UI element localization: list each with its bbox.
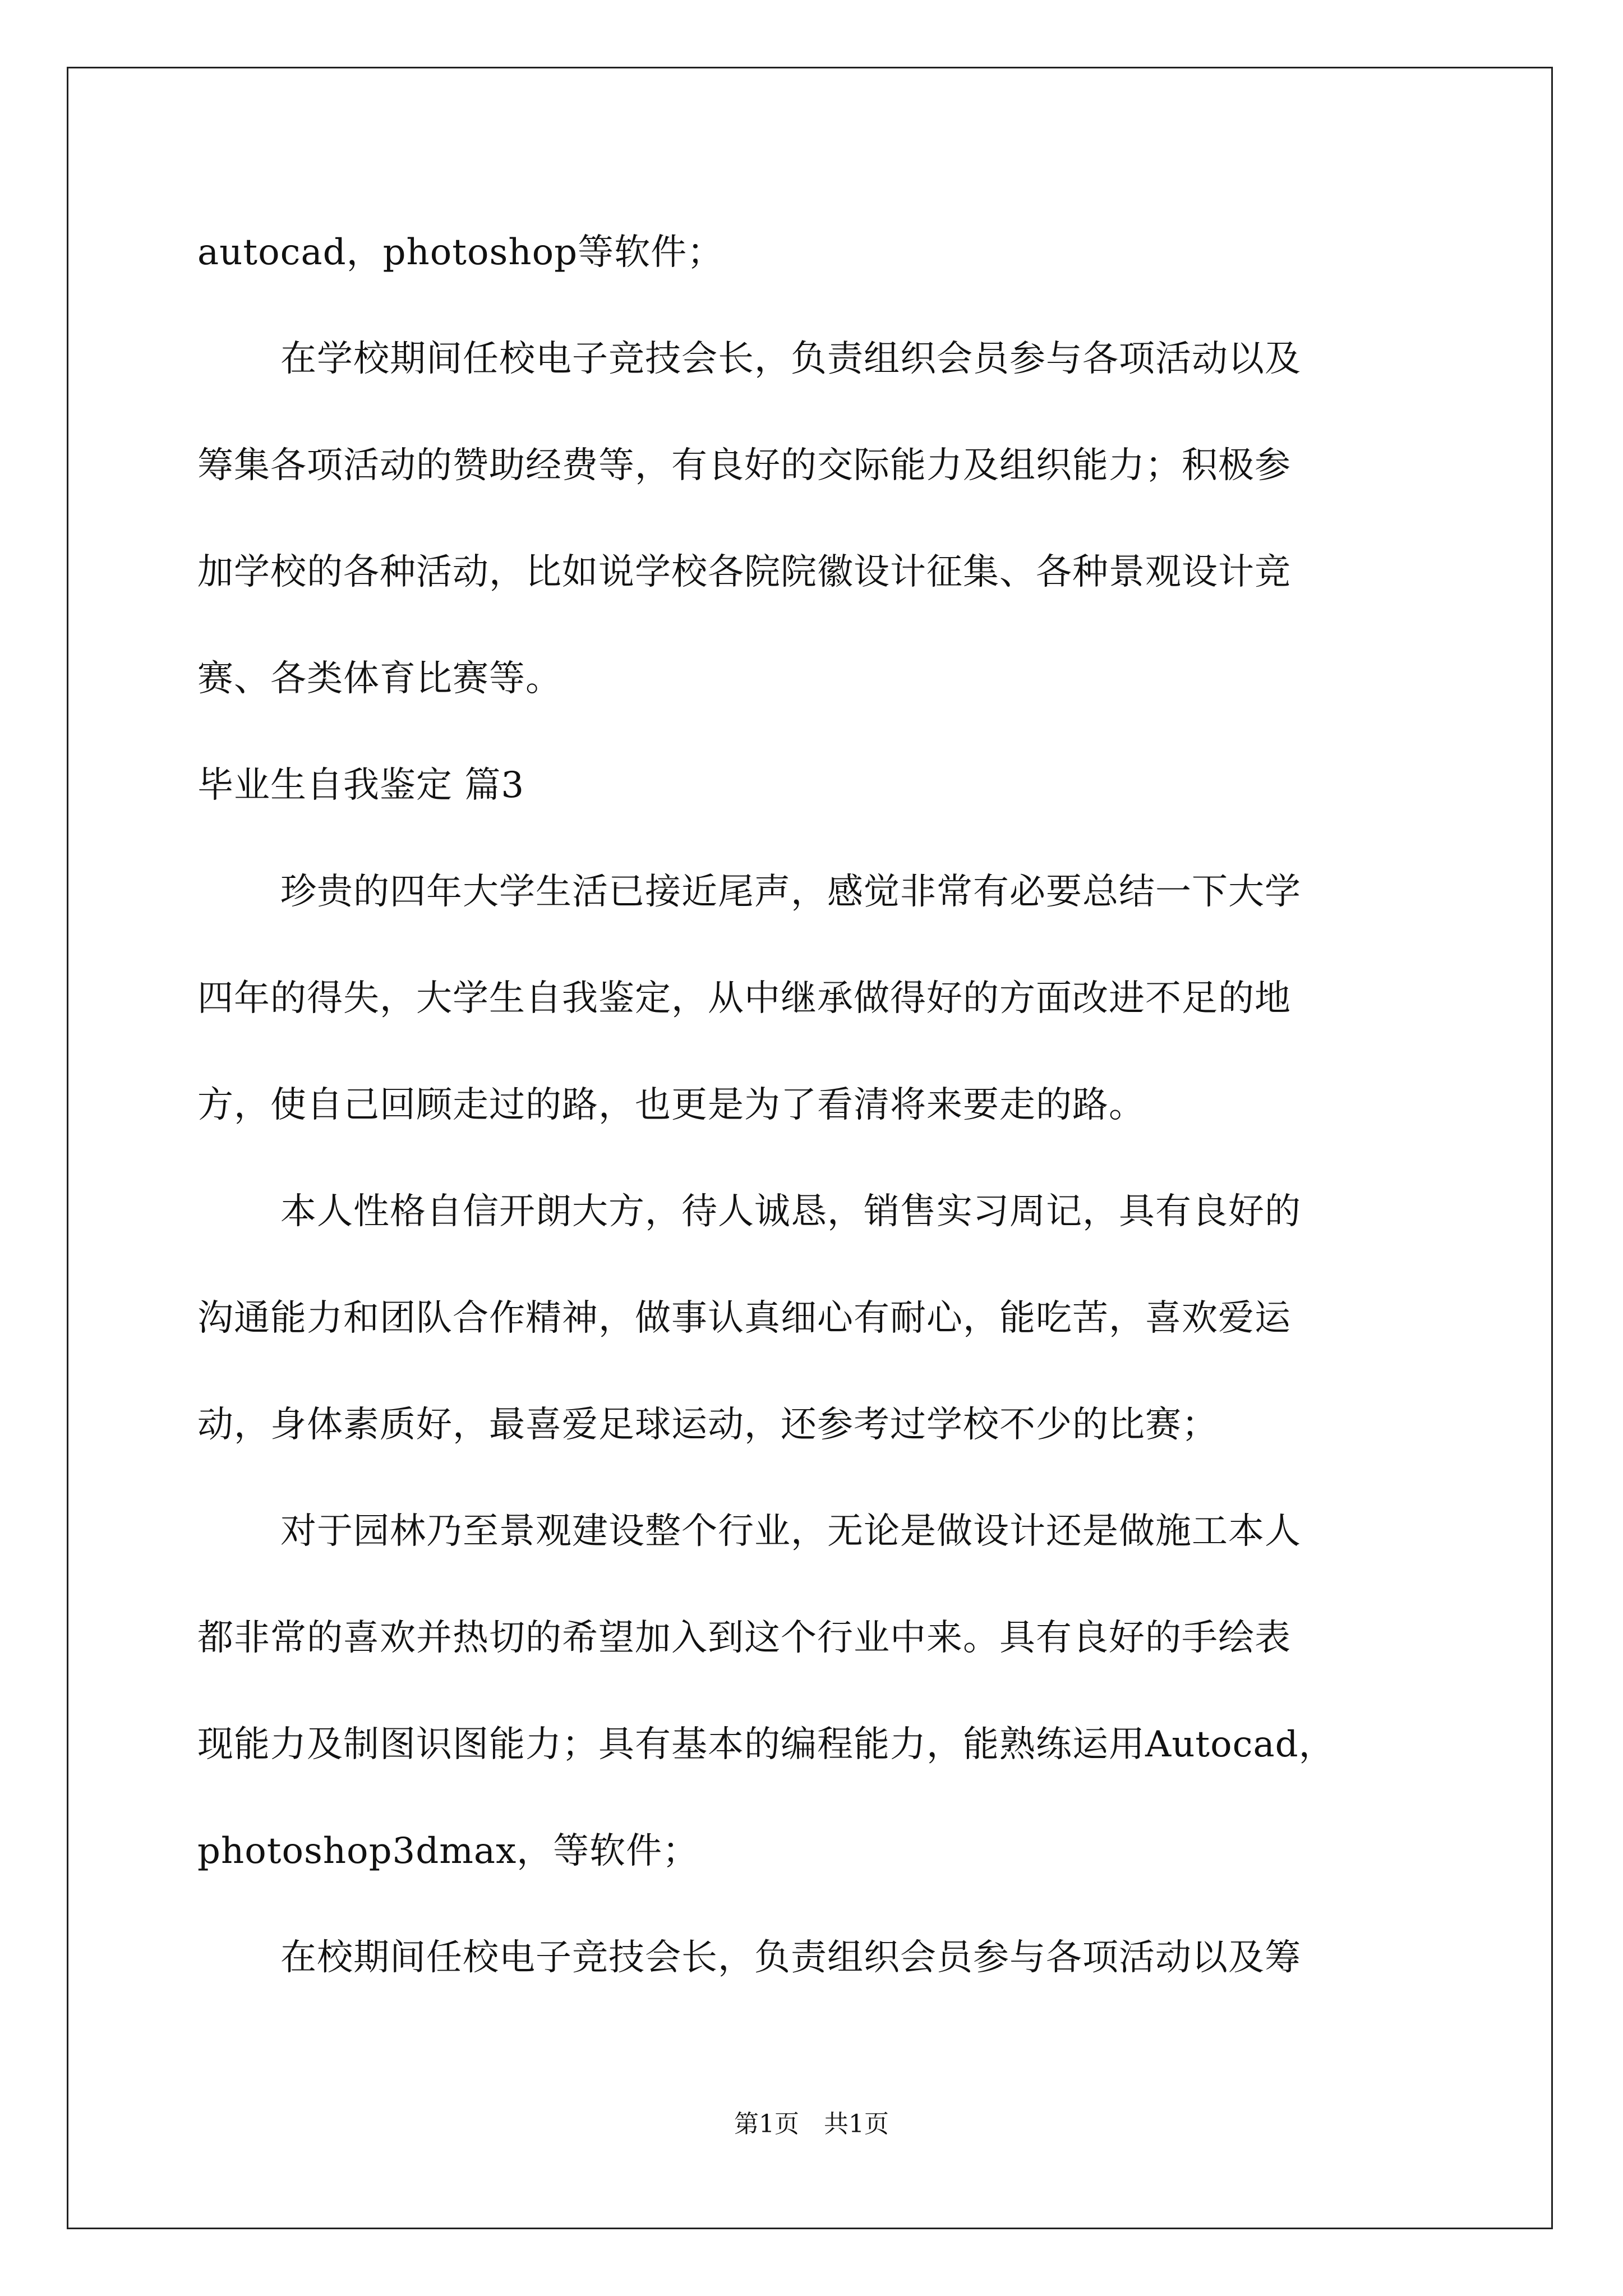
paragraph-first-line: 珍贵的四年大学生活已接近尾声，感觉非常有必要总结一下大学 [280,871,1301,913]
text-line: 沟通能力和团队合作精神，做事认真细心有耐心，能吃苦，喜欢爱运 [197,1297,1291,1339]
paragraph-first-line: 本人性格自信开朗大方，待人诚恳，销售实习周记，具有良好的 [280,1191,1301,1232]
text-line: 筹集各项活动的赞助经费等，有良好的交际能力及组织能力；积极参 [197,445,1291,486]
text-line: 赛、各类体育比赛等。 [197,658,562,700]
text-line: 四年的得失，大学生自我鉴定，从中继承做得好的方面改进不足的地 [197,978,1291,1019]
text-line: autocad，photoshop等软件； [197,232,724,273]
section-heading: 毕业生自我鉴定 篇3 [197,765,525,806]
text-line: 加学校的各种活动，比如说学校各院院徽设计征集、各种景观设计竞 [197,551,1291,593]
paragraph-first-line: 对于园林乃至景观建设整个行业，无论是做设计还是做施工本人 [280,1511,1301,1552]
text-line: 方，使自己回顾走过的路，也更是为了看清将来要走的路。 [197,1084,1145,1126]
text-line: 都非常的喜欢并热切的希望加入到这个行业中来。具有良好的手绘表 [197,1617,1291,1659]
text-line: 动，身体素质好，最喜爱足球运动，还参考过学校不少的比赛； [197,1404,1218,1446]
page-border [67,67,1553,2229]
text-line: 现能力及制图识图能力；具有基本的编程能力，能熟练运用Autocad， [197,1724,1335,1765]
paragraph-first-line: 在校期间任校电子竞技会长，负责组织会员参与各项活动以及筹 [280,1937,1301,1978]
text-line: photoshop3dmax，等软件； [197,1830,699,1872]
page-number-footer: 第1页 共1页 [734,2110,889,2138]
paragraph-first-line: 在学校期间任校电子竞技会长，负责组织会员参与各项活动以及 [280,338,1301,380]
